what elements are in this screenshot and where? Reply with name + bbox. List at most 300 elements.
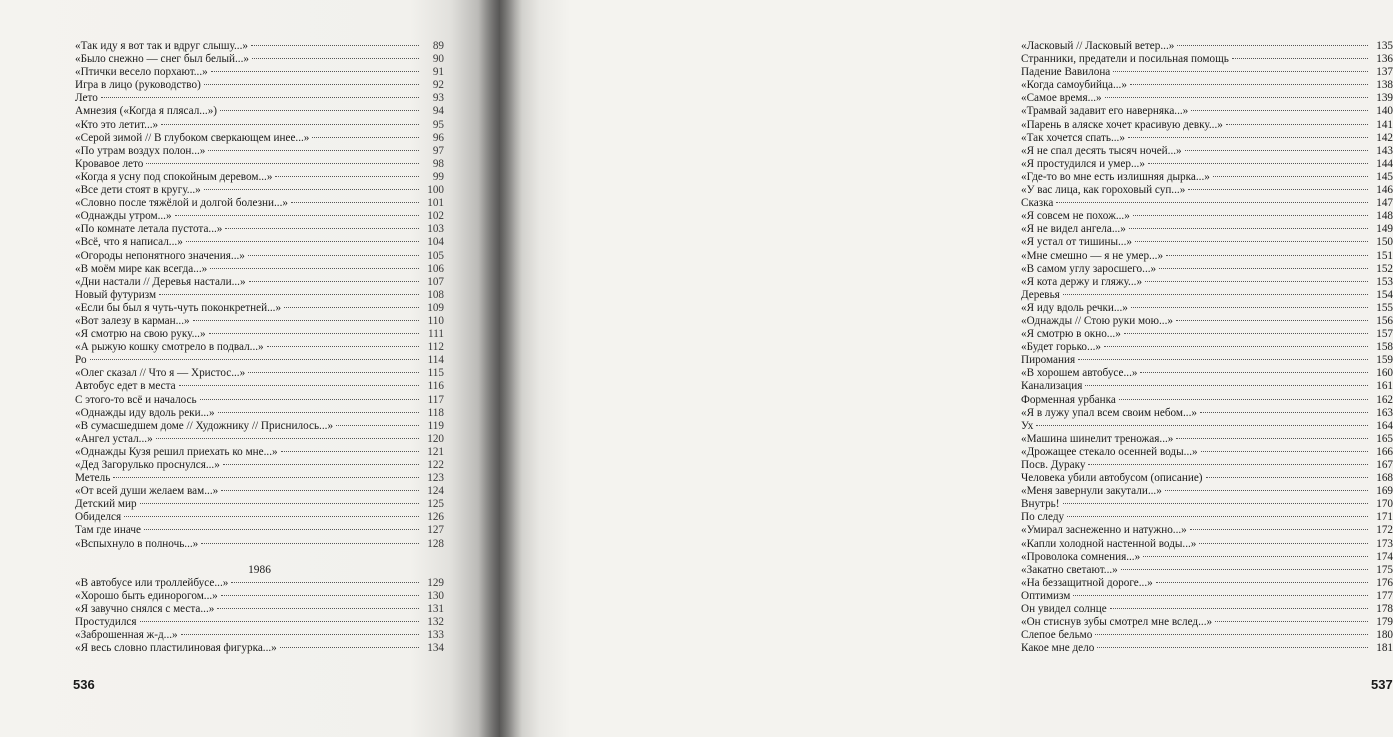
toc-entry-page: 110 (427, 314, 444, 327)
spacer (75, 551, 444, 564)
toc-entry (75, 538, 444, 551)
dot-leader (225, 228, 419, 229)
toc-entry-title: «Ласковый // Ласковый ветер...» (1021, 40, 1175, 52)
toc-entry (1021, 53, 1393, 66)
toc-entry-page: 96 (432, 131, 444, 144)
toc-entry-page: 116 (427, 380, 444, 393)
right-toc-list (1021, 40, 1393, 655)
dot-leader (1166, 255, 1368, 256)
toc-entry-page: 165 (1376, 432, 1393, 445)
toc-entry-page: 130 (427, 589, 444, 602)
year-heading: 1986 (248, 563, 271, 576)
toc-entry (75, 132, 444, 145)
dot-leader (1165, 490, 1368, 491)
toc-entry-page: 108 (427, 288, 444, 301)
toc-entry-page: 168 (1376, 472, 1393, 485)
toc-entry (1021, 472, 1393, 485)
dot-leader (1131, 307, 1368, 308)
toc-entry-page: 132 (427, 616, 444, 629)
toc-entry (75, 210, 444, 223)
toc-entry-page: 170 (1376, 498, 1393, 511)
toc-entry-title: «Огороды непонятного значения...» (75, 249, 245, 262)
toc-entry-title: «Меня завернули закутали...» (1021, 485, 1162, 498)
toc-entry (75, 354, 444, 367)
toc-entry-page: 125 (427, 498, 444, 511)
toc-entry (75, 394, 444, 407)
toc-entry-title: Пиромания (1021, 354, 1076, 367)
toc-entry-page: 163 (1376, 406, 1393, 419)
toc-entry-title: «Если бы был я чуть-чуть поконкретней...» (75, 301, 282, 314)
toc-entry (75, 79, 444, 92)
dot-leader (248, 372, 419, 373)
toc-entry-title: «Серой зимой // В глубоком сверкающем инее...» (75, 131, 310, 144)
toc-entry (75, 459, 444, 472)
toc-entry (75, 420, 444, 433)
dot-leader (1148, 163, 1368, 164)
toc-entry (1021, 524, 1393, 537)
toc-entry-page: 112 (427, 341, 444, 354)
toc-entry-page: 173 (1376, 537, 1393, 550)
toc-entry (1021, 236, 1393, 249)
toc-entry-title: «Вот залезу в карман...» (75, 314, 190, 327)
toc-entry-title: «Машина шинелит треножая...» (1021, 432, 1174, 445)
toc-entry-page: 159 (1376, 354, 1393, 367)
dot-leader (1073, 595, 1368, 596)
dot-leader (204, 84, 419, 85)
dot-leader (1104, 346, 1368, 347)
dot-leader (1159, 268, 1368, 269)
toc-entry (75, 367, 444, 380)
dot-leader (231, 582, 419, 583)
toc-entry (1021, 564, 1393, 577)
toc-entry-page: 154 (1376, 288, 1393, 301)
toc-entry (1021, 577, 1393, 590)
toc-entry-title: «По утрам воздух полон...» (75, 144, 206, 157)
dot-leader (1067, 516, 1368, 517)
toc-entry (1021, 263, 1393, 276)
toc-entry-title: «Капли холодной настенной воды...» (1021, 537, 1197, 550)
toc-entry-title: «Дни настали // Деревья настали...» (75, 275, 246, 288)
toc-entry-page: 149 (1376, 223, 1393, 236)
toc-entry-title: Игра в лицо (руководство) (75, 79, 201, 92)
toc-entry-page: 179 (1376, 616, 1393, 629)
right-page-number: 537 (1371, 677, 1393, 692)
toc-entry-title: «Я простудился и умер...» (1021, 157, 1145, 170)
toc-entry-page: 109 (427, 301, 444, 314)
toc-entry (75, 145, 444, 158)
dot-leader (90, 359, 419, 360)
dot-leader (211, 71, 419, 72)
dot-leader (1063, 503, 1369, 504)
dot-leader (252, 58, 419, 59)
toc-entry-title: Внутрь! (1021, 498, 1060, 511)
toc-entry (75, 485, 444, 498)
toc-entry (75, 524, 444, 537)
toc-entry (75, 276, 444, 289)
toc-entry (75, 105, 444, 118)
dot-leader (179, 385, 419, 386)
toc-entry (1021, 223, 1393, 236)
toc-entry-page: 114 (427, 354, 444, 367)
toc-entry (75, 577, 444, 590)
toc-entry-page: 127 (427, 524, 444, 537)
dot-leader (1124, 333, 1368, 334)
toc-entry-page: 131 (427, 603, 444, 616)
dot-leader (1206, 477, 1368, 478)
toc-entry-title: Какое мне дело (1021, 642, 1095, 655)
toc-entry (75, 289, 444, 302)
dot-leader (221, 490, 419, 491)
toc-entry (1021, 184, 1393, 197)
toc-entry (1021, 629, 1393, 642)
toc-entry-page: 121 (427, 445, 444, 458)
dot-leader (204, 189, 419, 190)
dot-leader (1130, 84, 1368, 85)
toc-entry-title: «Хорошо быть единорогом...» (75, 589, 218, 602)
toc-entry (75, 407, 444, 420)
dot-leader (1078, 359, 1368, 360)
toc-entry-page: 97 (432, 144, 444, 157)
toc-entry-title: «Однажды Кузя решил приехать ко мне...» (75, 445, 278, 458)
toc-entry-title: «Заброшенная ж-д...» (75, 629, 178, 642)
toc-entry (1021, 132, 1393, 145)
toc-entry-page: 136 (1376, 53, 1393, 66)
toc-entry (75, 184, 444, 197)
toc-entry-title: «Однажды утром...» (75, 210, 172, 223)
dot-leader (1056, 202, 1368, 203)
toc-entry (1021, 590, 1393, 603)
dot-leader (1156, 582, 1368, 583)
toc-entry (75, 446, 444, 459)
toc-entry-title: «А рыжую кошку смотрело в подвал...» (75, 341, 264, 354)
toc-entry-title: Форменная урбанка (1021, 393, 1116, 406)
toc-entry (1021, 485, 1393, 498)
toc-entry-title: Ух (1021, 419, 1034, 432)
toc-entry-page: 155 (1376, 301, 1393, 314)
toc-entry (1021, 616, 1393, 629)
toc-entry-title: «По комнате летала пустота...» (75, 223, 223, 236)
toc-entry-title: «Самое время...» (1021, 92, 1102, 105)
toc-entry-title: С этого-то всё и началось (75, 393, 197, 406)
toc-entry-title: «Вспыхнуло в полночь...» (75, 537, 199, 550)
toc-entry (75, 511, 444, 524)
dot-leader (1036, 425, 1368, 426)
toc-entry-title: «Однажды // Стою руки мою...» (1021, 314, 1173, 327)
toc-entry-page: 129 (427, 576, 444, 589)
dot-leader (1199, 543, 1368, 544)
toc-entry-page: 164 (1376, 419, 1393, 432)
toc-entry-page: 119 (427, 419, 444, 432)
dot-leader (1177, 45, 1368, 46)
toc-entry-page: 174 (1376, 550, 1393, 563)
dot-leader (1215, 621, 1368, 622)
dot-leader (1121, 569, 1368, 570)
toc-entry-title: «Я смотрю на свою руку...» (75, 328, 206, 341)
toc-entry-title: «В автобусе или троллейбусе...» (75, 576, 229, 589)
toc-entry (1021, 119, 1393, 132)
dot-leader (140, 621, 419, 622)
toc-entry-title: «Умирал заснеженно и натужно...» (1021, 524, 1187, 537)
toc-entry (1021, 420, 1393, 433)
dot-leader (312, 137, 419, 138)
dot-leader (1110, 608, 1368, 609)
toc-entry-title: Посв. Дураку (1021, 459, 1086, 471)
toc-entry-title: «В хорошем автобусе...» (1021, 367, 1138, 380)
dot-leader (140, 503, 419, 504)
toc-entry-title: Обиделся (75, 511, 122, 524)
toc-entry-page: 91 (432, 66, 444, 79)
toc-entry-title: «Я весь словно пластилиновая фигурка...» (75, 642, 277, 655)
toc-entry-title: Падение Вавилона (1021, 66, 1111, 79)
toc-entry (1021, 66, 1393, 79)
dot-leader (280, 647, 419, 648)
toc-entry-title: «Так иду я вот так и вдруг слышу...» (75, 40, 248, 52)
toc-entry-page: 95 (432, 118, 444, 131)
toc-entry-title: «Я устал от тишины...» (1021, 236, 1132, 249)
dot-leader (146, 163, 419, 164)
dot-leader (223, 464, 419, 465)
dot-leader (291, 202, 419, 203)
toc-entry-title: Сказка (1021, 197, 1054, 210)
toc-entry (1021, 210, 1393, 223)
toc-entry-page: 147 (1376, 197, 1393, 210)
dot-leader (1088, 464, 1368, 465)
dot-leader (1185, 150, 1368, 151)
toc-entry-page: 99 (432, 170, 444, 183)
toc-entry-title: Там где иначе (75, 524, 141, 537)
dot-leader (181, 634, 419, 635)
dot-leader (1176, 320, 1368, 321)
toc-entry (75, 603, 444, 616)
toc-entry-title: Странники, предатели и посильная помощь (1021, 53, 1229, 66)
dot-leader (1143, 556, 1368, 557)
toc-entry (75, 158, 444, 171)
toc-entry-page: 141 (1376, 118, 1393, 131)
dot-leader (156, 438, 419, 439)
toc-entry (75, 315, 444, 328)
toc-entry-title: По следу (1021, 511, 1065, 524)
toc-entry (1021, 551, 1393, 564)
toc-entry (1021, 642, 1393, 655)
toc-entry-title: Ро (75, 354, 87, 367)
toc-entry-page: 176 (1376, 576, 1393, 589)
toc-entry-page: 146 (1376, 184, 1393, 197)
toc-entry-title: Оптимизм (1021, 589, 1071, 602)
toc-entry (75, 302, 444, 315)
dot-leader (1200, 412, 1368, 413)
dot-leader (267, 346, 419, 347)
dot-leader (218, 412, 419, 413)
toc-entry (1021, 145, 1393, 158)
dot-leader (1188, 189, 1368, 190)
dot-leader (161, 124, 419, 125)
toc-entry-title: «Когда я усну под спокойным деревом...» (75, 170, 273, 183)
toc-entry-title: «В сумасшедшем доме // Художнику // Приснилось...» (75, 419, 334, 432)
toc-entry-page: 180 (1376, 629, 1393, 642)
toc-entry-title: «Олег сказал // Что я — Христос...» (75, 367, 246, 380)
toc-entry-title: «Я не спал десять тысяч ночей...» (1021, 144, 1182, 157)
toc-entry-page: 166 (1376, 445, 1393, 458)
toc-entry-title: «Когда самоубийца...» (1021, 79, 1127, 92)
dot-leader (251, 45, 419, 46)
dot-leader (200, 399, 419, 400)
dot-leader (220, 110, 419, 111)
toc-entry-page: 117 (427, 393, 444, 406)
toc-entry (75, 616, 444, 629)
dot-leader (175, 215, 419, 216)
toc-entry-title: «В самом углу заросшего...» (1021, 262, 1157, 275)
toc-entry (1021, 433, 1393, 446)
dot-leader (284, 307, 419, 308)
toc-entry-page: 151 (1376, 249, 1393, 262)
dot-leader (186, 241, 419, 242)
toc-entry (1021, 250, 1393, 263)
dot-leader (1232, 58, 1368, 59)
toc-entry-page: 158 (1376, 341, 1393, 354)
toc-entry-page: 142 (1376, 131, 1393, 144)
toc-entry-page: 100 (427, 184, 444, 197)
dot-leader (1201, 451, 1368, 452)
toc-entry (1021, 498, 1393, 511)
toc-entry (75, 236, 444, 249)
toc-entry-title: «Мне смешно — я не умер...» (1021, 249, 1164, 262)
dot-leader (1085, 385, 1368, 386)
toc-entry (75, 380, 444, 393)
toc-entry-title: «Я смотрю в окно...» (1021, 328, 1121, 341)
toc-entry (75, 642, 444, 655)
toc-entry (1021, 407, 1393, 420)
toc-entry-page: 171 (1376, 511, 1393, 524)
dot-leader (1133, 215, 1368, 216)
toc-entry-page: 160 (1376, 367, 1393, 380)
toc-entry (1021, 158, 1393, 171)
left-page-number: 536 (73, 677, 95, 692)
toc-entry (1021, 394, 1393, 407)
toc-entry-page: 89 (432, 40, 444, 52)
dot-leader (159, 294, 419, 295)
toc-entry (75, 250, 444, 263)
dot-leader (221, 595, 419, 596)
toc-entry-title: «В моём мире как всегда...» (75, 262, 208, 275)
toc-entry-title: Лето (75, 92, 98, 105)
toc-entry-page: 115 (427, 367, 444, 380)
toc-entry-page: 94 (432, 105, 444, 118)
toc-entry-page: 181 (1376, 642, 1393, 655)
toc-entry (1021, 276, 1393, 289)
toc-entry-page: 124 (427, 485, 444, 498)
toc-entry-title: «Я кота держу и гляжу...» (1021, 275, 1143, 288)
toc-entry-title: Он увидел солнце (1021, 603, 1107, 616)
toc-entry-page: 105 (427, 249, 444, 262)
toc-entry-title: «Кто это летит...» (75, 118, 159, 131)
toc-entry-title: «Он стиснув зубы смотрел мне вслед...» (1021, 616, 1213, 629)
toc-entry-page: 167 (1376, 459, 1393, 471)
toc-entry-title: Канализация (1021, 380, 1083, 393)
toc-entry-title: «Трамвай задавит его наверняка...» (1021, 105, 1189, 118)
left-toc-list (75, 40, 444, 655)
left-page (0, 0, 500, 737)
toc-entry-page: 137 (1376, 66, 1393, 79)
toc-entry-title: «Парень в аляске хочет красивую девку...» (1021, 118, 1223, 131)
toc-entry-title: «Будет горько...» (1021, 341, 1102, 354)
toc-entry-title: Деревья (1021, 288, 1060, 301)
toc-entry-page: 150 (1376, 236, 1393, 249)
toc-entry-title: «Я в лужу упал всем своим небом...» (1021, 406, 1197, 419)
dot-leader (208, 150, 419, 151)
toc-entry-page: 139 (1376, 92, 1393, 105)
dot-leader (1105, 97, 1368, 98)
toc-entry (75, 472, 444, 485)
toc-entry (1021, 367, 1393, 380)
toc-entry-title: «Было снежно — снег был белый...» (75, 53, 249, 66)
toc-entry-page: 98 (432, 157, 444, 170)
toc-entry-title: «Так хочется спать...» (1021, 131, 1125, 144)
toc-entry (1021, 511, 1393, 524)
dot-leader (101, 97, 419, 98)
toc-entry (1021, 79, 1393, 92)
toc-entry-title: «У вас лица, как гороховый суп...» (1021, 184, 1186, 197)
dot-leader (1113, 71, 1368, 72)
toc-entry-title: «От всей души желаем вам...» (75, 485, 219, 498)
toc-entry-title: Метель (75, 472, 111, 485)
toc-entry-page: 152 (1376, 262, 1393, 275)
toc-entry-page: 111 (428, 328, 444, 341)
toc-entry (75, 66, 444, 79)
toc-entry-title: «Дрожащее стекало осенней воды...» (1021, 445, 1198, 458)
toc-entry-page: 120 (427, 432, 444, 445)
toc-entry (75, 197, 444, 210)
toc-entry-title: «Я совсем не похож...» (1021, 210, 1130, 223)
toc-entry (1021, 197, 1393, 210)
dot-leader (1119, 399, 1368, 400)
toc-entry-page: 103 (427, 223, 444, 236)
toc-entry-title: «Где-то во мне есть излишняя дырка...» (1021, 170, 1210, 183)
toc-entry-page: 102 (427, 210, 444, 223)
toc-entry (1021, 105, 1393, 118)
toc-entry-title: «Птички весело порхают...» (75, 66, 208, 79)
toc-entry-page: 92 (432, 79, 444, 92)
toc-entry (1021, 171, 1393, 184)
toc-entry-page: 93 (432, 92, 444, 105)
toc-entry (75, 119, 444, 132)
toc-entry-title: Автобус едет в места (75, 380, 176, 393)
toc-entry (1021, 603, 1393, 616)
dot-leader (249, 281, 419, 282)
toc-entry-title: «Однажды иду вдоль реки...» (75, 406, 215, 419)
toc-entry-title: Новый футуризм (75, 288, 157, 301)
dot-leader (217, 608, 419, 609)
toc-entry (1021, 459, 1393, 472)
toc-entry-page: 143 (1376, 144, 1393, 157)
toc-entry-title: Человека убили автобусом (описание) (1021, 472, 1203, 485)
dot-leader (1145, 281, 1368, 282)
toc-entry (75, 498, 444, 511)
toc-entry (1021, 302, 1393, 315)
toc-entry (1021, 446, 1393, 459)
toc-entry (75, 629, 444, 642)
dot-leader (1129, 228, 1368, 229)
dot-leader (1128, 137, 1368, 138)
dot-leader (1213, 176, 1368, 177)
dot-leader (1190, 529, 1368, 530)
toc-entry (75, 40, 444, 53)
toc-entry-page: 123 (427, 472, 444, 485)
toc-entry (75, 263, 444, 276)
toc-entry-page: 175 (1376, 563, 1393, 576)
toc-entry-page: 118 (427, 406, 444, 419)
toc-entry-title: Слепое бельмо (1021, 629, 1093, 642)
dot-leader (201, 543, 419, 544)
